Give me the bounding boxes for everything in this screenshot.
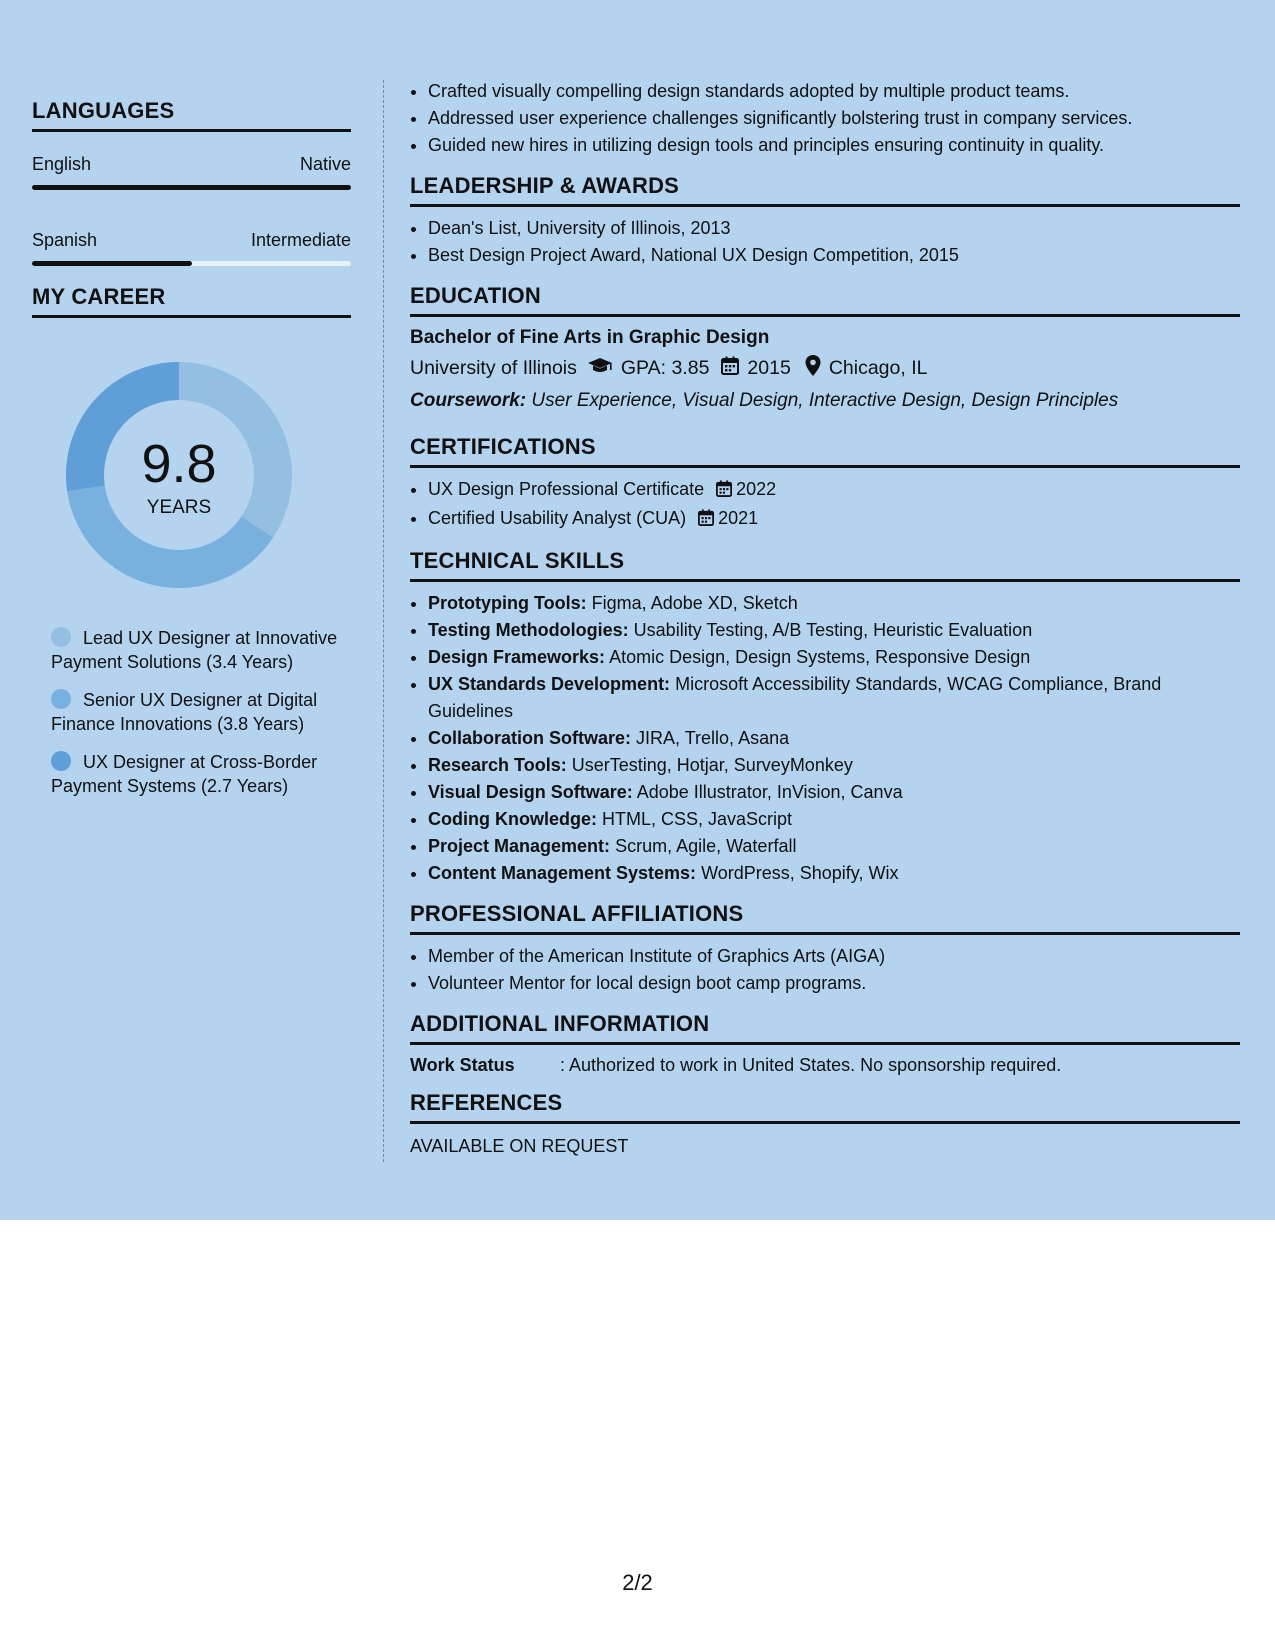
list-item <box>428 860 1240 887</box>
language-name: Spanish <box>32 230 98 250</box>
certification-name: UX Design Professional Certificate <box>428 479 705 499</box>
language-proficiency-bar <box>32 185 351 190</box>
skill-value: Atomic Design, Design Systems, Responsive Design <box>609 647 1031 667</box>
leadership-title: LEADERSHIP & AWARDS <box>410 173 1240 207</box>
coursework-label: Coursework: <box>410 390 527 411</box>
education-location: Chicago, IL <box>828 357 928 379</box>
skill-value: HTML, CSS, JavaScript <box>602 809 793 829</box>
skill-value: Adobe Illustrator, InVision, Canva <box>636 782 903 802</box>
skill-value: JIRA, Trello, Asana <box>636 728 790 748</box>
certifications-title: CERTIFICATIONS <box>410 434 1240 468</box>
skill-value: Scrum, Agile, Waterfall <box>615 836 797 856</box>
skill-value: Microsoft Accessibility Standards, WCAG Compliance, Brand Guidelines <box>428 674 1162 721</box>
affiliations-list <box>410 943 1240 997</box>
language-name: English <box>32 154 92 174</box>
career-years-unit: YEARS <box>146 497 212 518</box>
career-title: MY CAREER <box>32 284 351 318</box>
skills-list <box>410 590 1240 887</box>
list-item <box>428 752 1240 779</box>
skill-label: Content Management Systems: <box>428 863 697 883</box>
language-item-spanish <box>32 230 351 266</box>
location-pin-icon <box>805 355 821 382</box>
right-column <box>410 78 1240 1157</box>
skill-label: Design Frameworks: <box>428 647 606 667</box>
language-proficiency-fill <box>32 261 192 266</box>
affiliations-title: PROFESSIONAL AFFILIATIONS <box>410 901 1240 935</box>
language-proficiency-bar <box>32 261 351 266</box>
certification-year: 2022 <box>736 479 777 499</box>
education-title: EDUCATION <box>410 283 1240 317</box>
skill-label: Research Tools: <box>428 755 567 775</box>
legend-dot-icon <box>51 751 71 771</box>
list-item: • Guided new hires in utilizing design tools and principles ensuring continuity in quality. <box>428 132 1240 159</box>
calendar-icon <box>721 356 739 381</box>
list-item: • Best Design Project Award, National UX Design Competition, 2015 <box>428 242 1240 269</box>
career-donut-chart <box>66 362 292 588</box>
list-item <box>428 671 1240 725</box>
list-item: • Crafted visually compelling design standards adopted by multiple product teams. <box>428 78 1240 105</box>
list-item <box>428 590 1240 617</box>
skill-label: Prototyping Tools: <box>428 593 587 613</box>
list-item: • Dean's List, University of Illinois, 2013 <box>428 215 1240 242</box>
education-coursework <box>410 390 1240 412</box>
education-degree: Bachelor of Fine Arts in Graphic Design <box>410 327 770 348</box>
skill-label: Coding Knowledge: <box>428 809 597 829</box>
page-number: 2/2 <box>622 1570 653 1595</box>
skill-label: Testing Methodologies: <box>428 620 629 640</box>
work-status-value: : Authorized to work in United States. No sponsorship required. <box>560 1055 1062 1075</box>
list-item: • Addressed user experience challenges significantly bolstering trust in company services. <box>428 105 1240 132</box>
work-status-label: Work Status <box>410 1055 515 1075</box>
education-details <box>410 355 1240 382</box>
skill-value: Figma, Adobe XD, Sketch <box>591 593 798 613</box>
list-item <box>428 476 1240 505</box>
certification-name: Certified Usability Analyst (CUA) <box>428 508 687 528</box>
skill-label: Visual Design Software: <box>428 782 633 802</box>
legend-dot-icon <box>51 627 71 647</box>
column-divider <box>383 80 384 1162</box>
education-year: 2015 <box>747 357 791 379</box>
skill-value: WordPress, Shopify, Wix <box>701 863 899 883</box>
legend-dot-icon <box>51 689 71 709</box>
calendar-icon <box>716 478 732 505</box>
left-column <box>32 80 351 812</box>
calendar-icon <box>698 507 714 534</box>
career-legend <box>51 626 351 798</box>
leadership-list <box>410 215 1240 269</box>
references-title: REFERENCES <box>410 1090 1240 1124</box>
list-item <box>428 617 1240 644</box>
list-item <box>428 806 1240 833</box>
coursework-value: User Experience, Visual Design, Interactive Design, Design Principles <box>531 390 1119 411</box>
language-proficiency-fill <box>32 185 351 190</box>
education-school: University of Illinois <box>410 357 577 379</box>
graduation-cap-icon <box>587 357 613 381</box>
list-item <box>428 644 1240 671</box>
career-legend-item: Senior UX Designer at Digital Finance Innovations (3.8 Years) <box>51 690 318 734</box>
list-item <box>428 833 1240 860</box>
skill-label: Project Management: <box>428 836 611 856</box>
skill-value: UserTesting, Hotjar, SurveyMonkey <box>571 755 853 775</box>
language-level: Intermediate <box>250 230 351 250</box>
skill-label: UX Standards Development: <box>428 674 671 694</box>
list-item <box>428 779 1240 806</box>
list-item <box>428 505 1240 534</box>
skills-title: TECHNICAL SKILLS <box>410 548 1240 582</box>
certifications-list <box>410 476 1240 534</box>
additional-info-title: ADDITIONAL INFORMATION <box>410 1011 1240 1045</box>
language-item-english <box>32 154 351 190</box>
skill-value: Usability Testing, A/B Testing, Heuristic Evaluation <box>633 620 1033 640</box>
experience-bullets <box>410 78 1240 159</box>
career-legend-item: UX Designer at Cross-Border Payment Systems (2.7 Years) <box>51 752 318 796</box>
list-item: • Member of the American Institute of Graphics Arts (AIGA) <box>428 943 1240 970</box>
list-item <box>428 725 1240 752</box>
language-level: Native <box>299 154 351 174</box>
languages-title: LANGUAGES <box>32 98 351 132</box>
list-item: • Volunteer Mentor for local design boot camp programs. <box>428 970 1240 997</box>
work-status-row <box>410 1055 1240 1076</box>
skill-label: Collaboration Software: <box>428 728 632 748</box>
references-text: AVAILABLE ON REQUEST <box>410 1136 629 1156</box>
career-total-years: 9.8 <box>141 434 217 494</box>
certification-year: 2021 <box>718 508 759 528</box>
career-legend-item: Lead UX Designer at Innovative Payment Solutions (3.4 Years) <box>51 628 338 672</box>
education-gpa: GPA: 3.85 <box>620 357 710 379</box>
